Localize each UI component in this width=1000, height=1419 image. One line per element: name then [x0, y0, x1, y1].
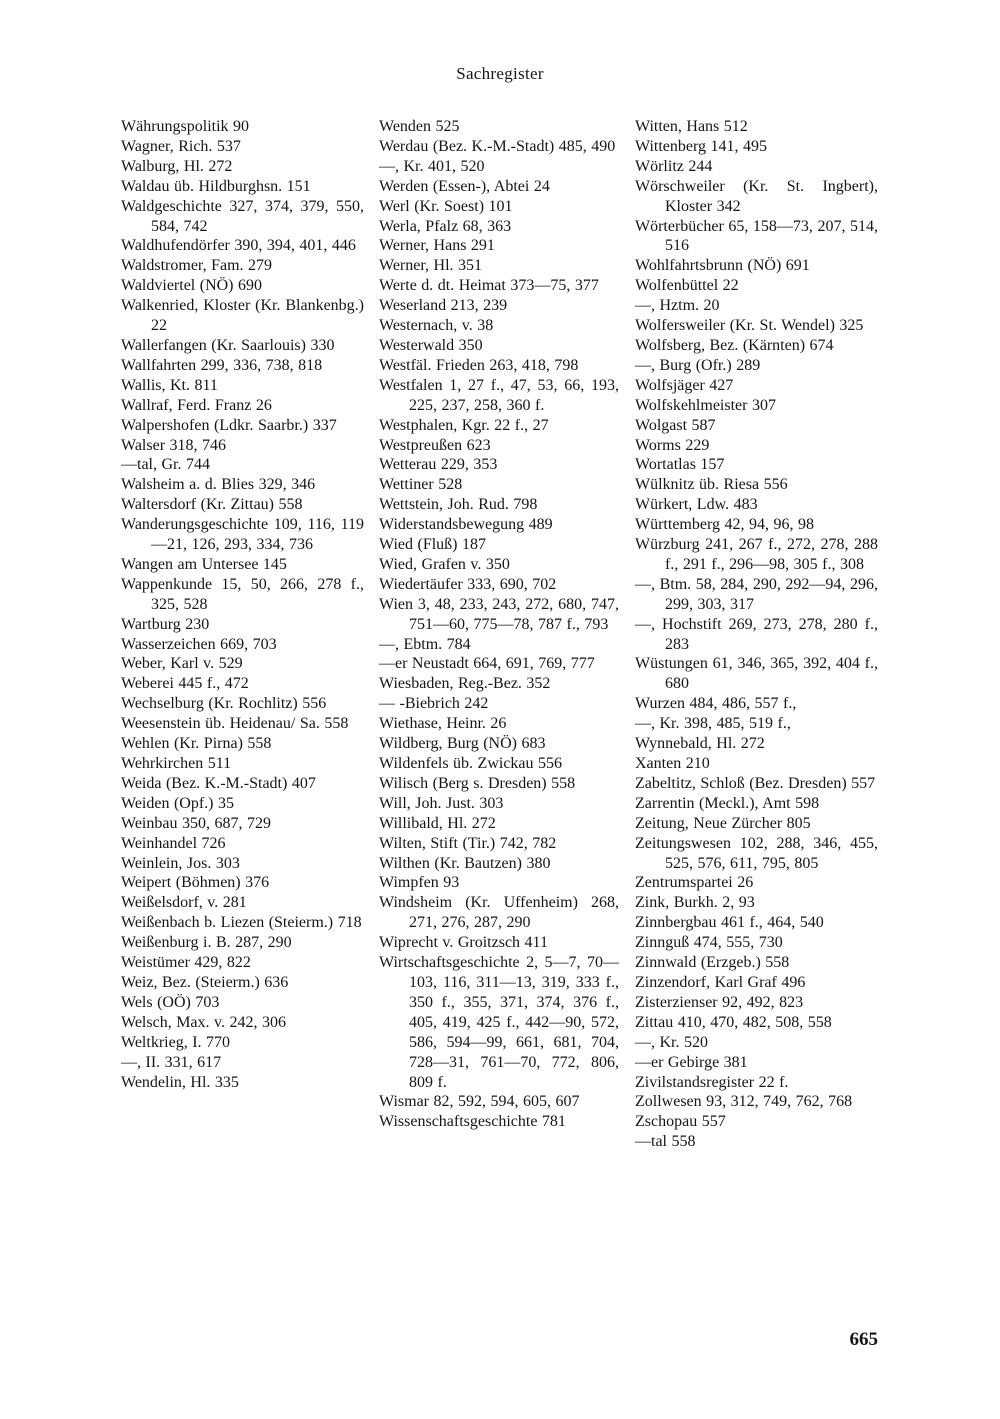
index-entry: Wildberg, Burg (NÖ) 683 — [379, 735, 546, 753]
index-entry: Westfalen 1, 27 f., 47, 53, 66, 193, 225, 237, 258, 360 f. — [379, 376, 619, 414]
index-entry: Wörterbücher 65, 158—73, 207, 514, 516 — [635, 217, 878, 255]
index-entry: Willibald, Hl. 272 — [379, 814, 496, 832]
index-entry: Weistümer 429, 822 — [121, 954, 251, 972]
index-entry: —, Kr. 401, 520 — [379, 157, 485, 175]
index-entry: Wohlfahrtsbrunn (NÖ) 691 — [635, 257, 810, 275]
index-entry: Wallfahrten 299, 336, 738, 818 — [121, 356, 323, 374]
index-entry: Wappenkunde 15, 50, 266, 278 f., 325, 528 — [121, 575, 364, 613]
index-entry: Wenden 525 — [379, 118, 460, 135]
index-entry: Wagner, Rich. 537 — [121, 137, 241, 155]
page-header: Sachregister — [456, 64, 544, 83]
index-entry: Weberei 445 f., 472 — [121, 675, 249, 693]
index-entry: Zschopau 557 — [635, 1113, 726, 1131]
index-entry: Weinlein, Jos. 303 — [121, 854, 240, 872]
index-entry: —tal, Gr. 744 — [121, 456, 210, 474]
index-entry: Wörlitz 244 — [635, 157, 713, 175]
index-entry: —er Neustadt 664, 691, 769, 777 — [379, 655, 595, 673]
index-entry: Wolgast 587 — [635, 416, 716, 434]
index-entry: Werla, Pfalz 68, 363 — [379, 217, 512, 235]
index-entry: Wiethase, Heinr. 26 — [379, 715, 507, 733]
index-entry: —, Burg (Ofr.) 289 — [635, 356, 761, 374]
index-entry: Waldhufendörfer 390, 394, 401, 446 — [121, 237, 356, 255]
index-entry: Zentrumspartei 26 — [635, 874, 754, 892]
index-entry: Wallraf, Ferd. Franz 26 — [121, 396, 272, 414]
index-entry: Wiedertäufer 333, 690, 702 — [379, 575, 557, 593]
index-entry: Zeitungswesen 102, 288, 346, 455, 525, 576, 611, 795, 805 — [635, 834, 878, 872]
index-entry: Zeitung, Neue Zürcher 805 — [635, 814, 811, 832]
index-entry: Wied, Grafen v. 350 — [379, 555, 510, 573]
index-entry: Waldstromer, Fam. 279 — [121, 257, 273, 275]
index-entry: Wülknitz üb. Riesa 556 — [635, 476, 788, 494]
index-entry: Westernach, v. 38 — [379, 317, 494, 335]
index-entry: Werner, Hl. 351 — [379, 257, 483, 275]
index-entry: Wolfenbüttel 22 — [635, 277, 739, 295]
index-entry: Werl (Kr. Soest) 101 — [379, 197, 513, 215]
index-entry: Weipert (Böhmen) 376 — [121, 874, 270, 892]
index-entry: Werden (Essen-), Abtei 24 — [379, 177, 550, 195]
index-entry: —, Hochstift 269, 273, 278, 280 f., 283 — [635, 615, 878, 653]
index-entry: Wurzen 484, 486, 557 f., — [635, 695, 797, 713]
index-entry: Währungspolitik 90 — [121, 118, 250, 135]
index-entry: —, II. 331, 617 — [121, 1053, 222, 1071]
index-entry: Wangen am Untersee 145 — [121, 555, 287, 573]
index-entry: Weesenstein üb. Heidenau/ Sa. 558 — [121, 715, 349, 733]
index-entry: Waldviertel (NÖ) 690 — [121, 277, 262, 295]
index-entry: Weinbau 350, 687, 729 — [121, 814, 271, 832]
index-entry: Widerstandsbewegung 489 — [379, 516, 553, 534]
index-entry: Weiden (Opf.) 35 — [121, 794, 235, 812]
index-entry: —, Kr. 520 — [635, 1033, 708, 1051]
index-entry: Würkert, Ldw. 483 — [635, 496, 758, 514]
index-entry: Wiprecht v. Groitzsch 411 — [379, 934, 548, 952]
index-entry: Wolfskehlmeister 307 — [635, 396, 776, 414]
index-entry: Walsheim a. d. Blies 329, 346 — [121, 476, 316, 494]
index-entry: Wolfsberg, Bez. (Kärnten) 674 — [635, 336, 834, 354]
index-entry: Zisterzienser 92, 492, 823 — [635, 993, 804, 1011]
index-entry: Weltkrieg, I. 770 — [121, 1033, 231, 1051]
index-entry: Zinnwald (Erzgeb.) 558 — [635, 954, 790, 972]
index-entry: Wartburg 230 — [121, 615, 210, 633]
index-entry: Zivilstandsregister 22 f. — [635, 1073, 789, 1091]
index-entry: Zinzendorf, Karl Graf 496 — [635, 973, 806, 991]
index-entry: —, Hztm. 20 — [635, 297, 720, 315]
index-entry: Wolfersweiler (Kr. St. Wendel) 325 — [635, 317, 864, 335]
index-entry: Westerwald 350 — [379, 336, 483, 354]
index-entry: Walser 318, 746 — [121, 436, 227, 454]
index-entry: Wehlen (Kr. Pirna) 558 — [121, 735, 272, 753]
index-entry: Wüstungen 61, 346, 365, 392, 404 f., 680 — [635, 655, 878, 693]
index-entry: Wasserzeichen 669, 703 — [121, 635, 277, 653]
index-entry: Welsch, Max. v. 242, 306 — [121, 1013, 286, 1031]
index-column-3 — [635, 117, 878, 1152]
page-number: 665 — [849, 1329, 878, 1350]
index-entry: Weinhandel 726 — [121, 834, 226, 852]
index-entry: Zarrentin (Meckl.), Amt 598 — [635, 794, 820, 812]
index-entry: Weißelsdorf, v. 281 — [121, 894, 247, 912]
index-entry: Wynnebald, Hl. 272 — [635, 735, 765, 753]
index-entry: Will, Joh. Just. 303 — [379, 794, 504, 812]
index-entry: —tal 558 — [635, 1133, 696, 1151]
index-entry: —, Kr. 398, 485, 519 f., — [635, 715, 791, 733]
index-entry: Worms 229 — [635, 436, 710, 454]
index-entry: Wilten, Stift (Tir.) 742, 782 — [379, 834, 557, 852]
index-entry: Wels (OÖ) 703 — [121, 993, 220, 1011]
index-entry: Wirtschaftsgeschichte 2, 5—7, 70—103, 116, 311—13, 319, 333 f., 350 f., 355, 371, 374, 376 f., 405, 419, 425 f., 442—90, 572, 586, 594—99, 661, 681, 704, 728—31, 761—70, 772, 806, 809 f. — [379, 954, 619, 1091]
index-entry: Wilthen (Kr. Bautzen) 380 — [379, 854, 551, 872]
index-entry: Wallerfangen (Kr. Saarlouis) 330 — [121, 336, 335, 354]
index-entry: Wettiner 528 — [379, 476, 463, 494]
index-entry: Waltersdorf (Kr. Zittau) 558 — [121, 496, 303, 514]
index-entry: Weserland 213, 239 — [379, 297, 508, 315]
index-entry: Wissenschaftsgeschichte 781 — [379, 1113, 566, 1131]
index-entry: Zinnguß 474, 555, 730 — [635, 934, 783, 952]
index-entry: Werdau (Bez. K.-M.-Stadt) 485, 490 — [379, 137, 616, 155]
index-entry: Walpershofen (Ldkr. Saarbr.) 337 — [121, 416, 337, 434]
index-entry: Wettstein, Joh. Rud. 798 — [379, 496, 538, 514]
index-entry: Wehrkirchen 511 — [121, 755, 232, 772]
index-entry: Wolfsjäger 427 — [635, 376, 734, 394]
index-entry: Weber, Karl v. 529 — [121, 655, 243, 673]
index-entry: —, Btm. 58, 284, 290, 292—94, 296, 299, 303, 317 — [635, 575, 878, 613]
index-entry: Wied (Fluß) 187 — [379, 536, 487, 554]
index-entry: Walburg, Hl. 272 — [121, 157, 233, 175]
index-entry: Wetterau 229, 353 — [379, 456, 498, 474]
index-entry: Wildenfels üb. Zwickau 556 — [379, 755, 563, 772]
index-entry: Wortatlas 157 — [635, 456, 725, 474]
index-entry: Zinnbergbau 461 f., 464, 540 — [635, 914, 824, 932]
index-entry: Windsheim (Kr. Uffenheim) 268, 271, 276, 287, 290 — [379, 894, 619, 932]
index-entry: Witten, Hans 512 — [635, 118, 748, 135]
index-entry: Wittenberg 141, 495 — [635, 137, 768, 155]
index-column-1 — [121, 117, 364, 1092]
index-entry: Waldgeschichte 327, 374, 379, 550, 584, 742 — [121, 197, 364, 235]
index-entry: Württemberg 42, 94, 96, 98 — [635, 516, 815, 534]
index-entry: Wien 3, 48, 233, 243, 272, 680, 747, 751—60, 775—78, 787 f., 793 — [379, 595, 619, 633]
index-entry: Wallis, Kt. 811 — [121, 376, 218, 394]
index-entry: Wiesbaden, Reg.-Bez. 352 — [379, 675, 551, 693]
index-entry: Weißenbach b. Liezen (Steierm.) 718 — [121, 914, 362, 932]
index-entry: Zink, Burkh. 2, 93 — [635, 894, 755, 912]
index-entry: —er Gebirge 381 — [635, 1053, 748, 1071]
index-entry: Wechselburg (Kr. Rochlitz) 556 — [121, 695, 327, 713]
index-entry: Würzburg 241, 267 f., 272, 278, 288 f., 291 f., 296—98, 305 f., 308 — [635, 536, 878, 573]
index-entry: Wendelin, Hl. 335 — [121, 1073, 239, 1091]
index-entry: Xanten 210 — [635, 755, 710, 772]
index-column-2 — [379, 117, 619, 1132]
index-entry: Wilisch (Berg s. Dresden) 558 — [379, 774, 576, 792]
index-entry: Zabeltitz, Schloß (Bez. Dresden) 557 — [635, 774, 876, 792]
index-entry: Werte d. dt. Heimat 373—75, 377 — [379, 277, 599, 295]
index-entry: Weida (Bez. K.-M.-Stadt) 407 — [121, 774, 316, 792]
index-entry: Werner, Hans 291 — [379, 237, 495, 255]
index-entry: Wörschweiler (Kr. St. Ingbert), Kloster 342 — [635, 177, 878, 215]
index-entry: Wimpfen 93 — [379, 874, 460, 892]
index-entry: — -Biebrich 242 — [379, 695, 489, 713]
index-entry: Zittau 410, 470, 482, 508, 558 — [635, 1013, 832, 1031]
index-entry: Weiz, Bez. (Steierm.) 636 — [121, 973, 289, 991]
index-entry: Zollwesen 93, 312, 749, 762, 768 — [635, 1093, 853, 1111]
index-entry: —, Ebtm. 784 — [379, 635, 471, 653]
index-entry: Westfäl. Frieden 263, 418, 798 — [379, 356, 579, 374]
index-entry: Waldau üb. Hildburghsn. 151 — [121, 177, 311, 195]
index-entry: Walkenried, Kloster (Kr. Blankenbg.) 22 — [121, 297, 364, 335]
index-entry: Wismar 82, 592, 594, 605, 607 — [379, 1093, 580, 1111]
index-entry: Wanderungsgeschichte 109, 116, 119—21, 126, 293, 334, 736 — [121, 516, 364, 554]
index-entry: Westpreußen 623 — [379, 436, 491, 454]
index-entry: Weißenburg i. B. 287, 290 — [121, 934, 292, 952]
index-entry: Westphalen, Kgr. 22 f., 27 — [379, 416, 549, 434]
